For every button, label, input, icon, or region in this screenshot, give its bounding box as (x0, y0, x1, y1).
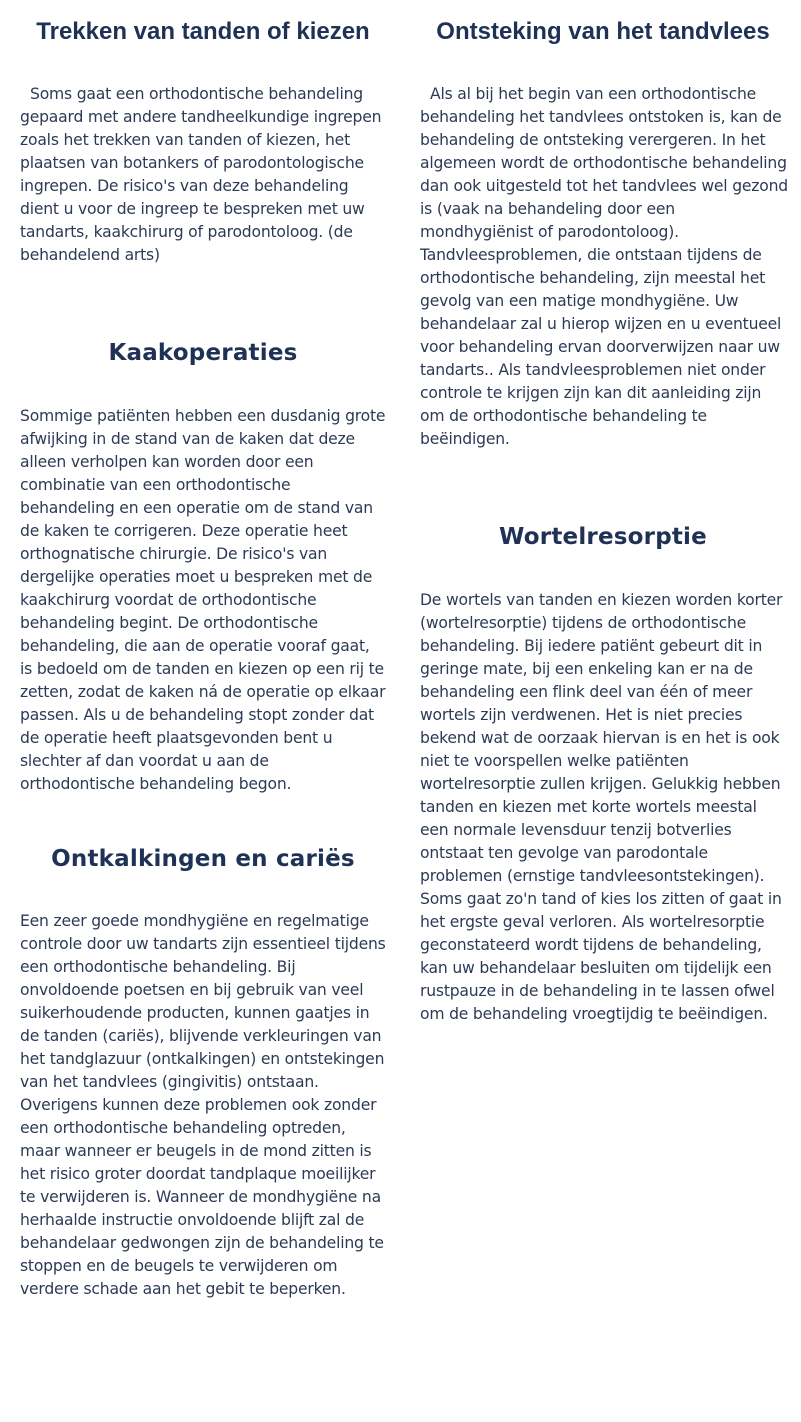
paragraph-trekken-van-tanden: Soms gaat een orthodontische behandeling gepaard met andere tandheelkundige ingrepen zoals het trekken van tanden of kiezen, het plaatsen van botankers of parodontologische ingrepen. De risico's van deze behandeling dient u voor de ingreep te bespreken met uw tandarts, kaakchirurg of parodontoloog. (de behandelend arts) (20, 85, 382, 264)
heading-ontkalkingen-en-caries: Ontkalkingen en cariës (51, 846, 355, 872)
paragraph-kaakoperaties: Sommige patiënten hebben een dusdanig grote afwijking in de stand van de kaken dat deze alleen verholpen kan worden door een combinatie van een orthodontische behandeling en een operatie om de stand van de kaken te corrigeren. Deze operatie heet orthognatische chirurgie. De risico's van dergelijke operaties moet u bespreken met de kaakchirurg voordat de orthodontische behandeling begint. De orthodontische behandeling, die aan de operatie vooraf gaat, is bedoeld om de tanden en kiezen op een rij te zetten, zodat de kaken ná de operatie op elkaar passen. Als u de behandeling stopt zonder dat de operatie heeft plaatsgevonden bent u slechter af dan voordat u aan de orthodontische behandeling begon. (20, 407, 386, 793)
paragraph-ontkalkingen-en-caries: Een zeer goede mondhygiëne en regelmatige controle door uw tandarts zijn essentieel tijdens een orthodontische behandeling. Bij onvoldoende poetsen en bij gebruik van veel suikerhoudende producten, kunnen gaatjes in de tanden (cariës), blijvende verkleuringen van het tandglazuur (ontkalkingen) en ontstekingen van het tandvlees (gingivitis) ontstaan. Overigens kunnen deze problemen ook zonder een orthodontische behandeling optreden, maar wanneer er beugels in de mond zitten is het risico groter doordat tandplaque moeilijker te verwijderen is. Wanneer de mondhygiëne na herhaalde instructie onvoldoende blijft zal de behandelaar gedwongen zijn de behandeling te stoppen en de beugels te verwijderen om verdere schade aan het gebit te beperken. (20, 912, 386, 1298)
heading-kaakoperaties: Kaakoperaties (108, 340, 298, 366)
paragraph-ontsteking-tandvlees: Als al bij het begin van een orthodontische behandeling het tandvlees ontstoken is, kan de behandeling de ontsteking verergeren. In het algemeen wordt de orthodontische behandeling dan ook uitgesteld tot het tandvlees wel gezond is (vaak na behandeling door een mondhygiënist of parodontoloog). Tandvleesproblemen, die ontstaan tijdens de orthodontische behandeling, zijn meestal het gevolg van een matige mondhygiëne. Uw behandelaar zal u hierop wijzen en u eventueel voor behandeling ervan doorverwijzen naar uw tandarts.. Als tandvleesproblemen niet onder controle te krijgen zijn kan dit aanleiding zijn om de orthodontische behandeling te beëindigen. (420, 85, 788, 448)
heading-trekken-van-tanden: Trekken van tanden of kiezen (36, 18, 370, 45)
paragraph-wortelresorptie: De wortels van tanden en kiezen worden korter (wortelresorptie) tijdens de orthodontische behandeling. Bij iedere patiënt gebeurt dit in geringe mate, bij een enkeling kan er na de behandeling een flink deel van één of meer wortels zijn verdwenen. Het is niet precies bekend wat de oorzaak hiervan is en het is ook niet te voorspellen welke patiënten wortelresorptie zullen krijgen. Gelukkig hebben tanden en kiezen met korte wortels meestal een normale levensduur tenzij botverlies ontstaat ten gevolge van parodontale problemen (ernstige tandvleesontstekingen). Soms gaat zo'n tand of kies los zitten of gaat in het ergste geval verloren. Als wortelresorptie geconstateerd wordt tijdens de behandeling, kan uw behandelaar besluiten om tijdelijk een rustpauze in de behandeling in te lassen ofwel om de behandeling vroegtijdig te beëindigen. (420, 591, 783, 1023)
heading-ontsteking-tandvlees: Ontsteking van het tandvlees (436, 18, 770, 45)
heading-wortelresorptie: Wortelresorptie (499, 524, 707, 550)
